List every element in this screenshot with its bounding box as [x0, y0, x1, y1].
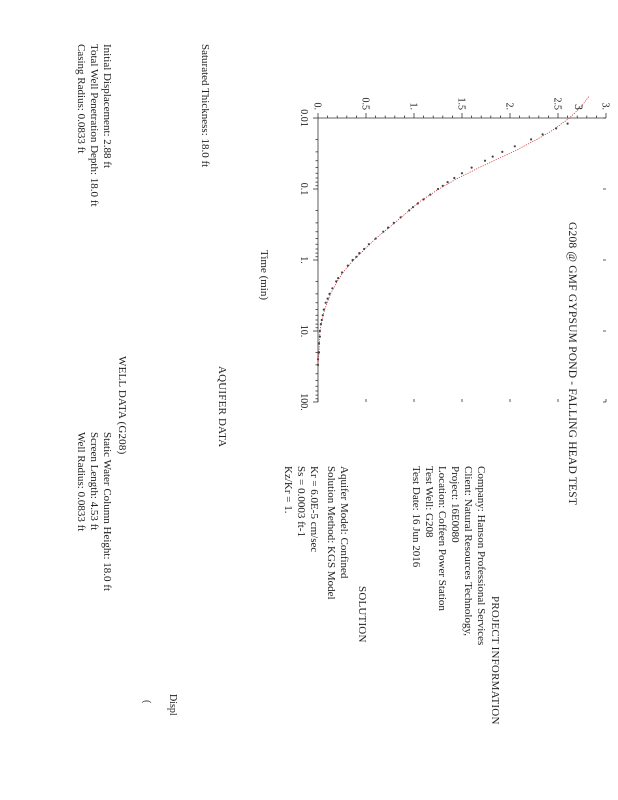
- observed-points: [317, 123, 569, 367]
- data-point: [382, 231, 384, 233]
- data-point: [319, 336, 321, 338]
- data-point: [335, 280, 337, 282]
- data-point: [484, 160, 486, 162]
- data-point: [363, 248, 365, 250]
- data-point: [423, 198, 425, 200]
- x-axis-label: Time (min): [258, 250, 270, 301]
- well-line: Initial Displacement: 2.88 ft: [101, 44, 113, 169]
- data-point: [530, 138, 532, 140]
- solution-line: Aquifer Model: Confined: [338, 466, 350, 579]
- y-tick-label: 0.5: [359, 97, 371, 110]
- y-tick-label: 2.: [503, 102, 515, 110]
- data-point: [501, 151, 503, 153]
- y-tick-label: 1.: [407, 102, 419, 110]
- data-point: [317, 358, 319, 360]
- chart-ticks: [298, 98, 611, 411]
- fit-curve: [318, 97, 589, 365]
- well-line: Well Radius: 0.0833 ft: [75, 432, 87, 532]
- corner-mark: 3: [572, 104, 586, 110]
- data-point: [368, 243, 370, 245]
- data-point: [375, 238, 377, 240]
- x-tick-label: 1.: [298, 256, 309, 264]
- fit-curve-path: [318, 97, 589, 365]
- data-point: [325, 302, 327, 304]
- data-point: [437, 188, 439, 190]
- data-point: [317, 364, 319, 366]
- project-line: Test Well: G208: [423, 466, 435, 538]
- solution-line: Ss = 0.0003 ft-1: [295, 466, 307, 537]
- well-line: Static Water Column Height: 18.0 ft: [101, 432, 113, 592]
- data-point: [319, 330, 321, 332]
- data-point: [471, 167, 473, 169]
- data-point: [492, 156, 494, 158]
- saturated-thickness: Saturated Thickness: 18.0 ft: [199, 44, 211, 168]
- data-point: [318, 342, 320, 344]
- project-line: Location: Coffeen Power Station: [436, 466, 448, 611]
- data-point: [331, 287, 333, 289]
- edge-mark: (: [141, 700, 152, 704]
- project-heading: PROJECT INFORMATION: [489, 596, 501, 725]
- solution-heading: SOLUTION: [356, 586, 368, 643]
- data-point: [400, 216, 402, 218]
- y-tick-label: 3.: [599, 102, 611, 110]
- solution-line: Solution Method: KGS Model: [325, 466, 337, 600]
- x-tick-label: 10.: [298, 324, 309, 338]
- x-tick-label: 0.1: [298, 182, 309, 196]
- project-line: Company: Hanson Professional Services: [475, 466, 487, 646]
- data-point: [387, 227, 389, 229]
- data-point: [447, 181, 449, 183]
- data-point: [355, 256, 357, 258]
- page-title: G208 @ GMF GYPSUM POND - FALLING HEAD TEST: [566, 222, 578, 506]
- data-point: [322, 314, 324, 316]
- data-point: [567, 123, 569, 125]
- data-point: [321, 319, 323, 321]
- data-point: [352, 259, 354, 261]
- well-line: Casing Radius: 0.0833 ft: [75, 44, 87, 154]
- data-point: [555, 127, 557, 129]
- data-point: [318, 351, 320, 353]
- data-point: [323, 309, 325, 311]
- data-point: [442, 185, 444, 187]
- data-point: [328, 293, 330, 295]
- data-point: [417, 202, 419, 204]
- data-point: [542, 133, 544, 135]
- y-tick-label: 2.5: [551, 97, 563, 110]
- data-point: [453, 177, 455, 179]
- well-heading: WELL DATA (G208): [116, 356, 128, 455]
- solution-line: Kr = 6.0E-5 cm/sec: [308, 466, 320, 553]
- data-point: [408, 209, 410, 211]
- data-point: [341, 271, 343, 273]
- well-line: Total Well Penetration Depth: 18.0 ft: [88, 44, 100, 207]
- data-point: [347, 265, 349, 267]
- project-line: Test Date: 16 Jun 2016: [410, 466, 422, 568]
- data-point: [337, 277, 339, 279]
- aquifer-heading: AQUIFER DATA: [216, 366, 228, 448]
- data-point: [320, 323, 322, 325]
- data-point: [393, 222, 395, 224]
- well-line: Screen Length: 4.53 ft: [88, 432, 100, 531]
- y-tick-label: 1.5: [455, 97, 467, 110]
- project-line: Project: 16E0080: [449, 466, 461, 543]
- solution-line: Kz/Kr = 1.: [282, 466, 294, 514]
- data-point: [461, 172, 463, 174]
- data-point: [514, 145, 516, 147]
- chart-axes: [318, 118, 606, 402]
- data-point: [429, 194, 431, 196]
- data-point: [358, 252, 360, 254]
- project-line: Client: Natural Resources Technology,: [462, 466, 474, 636]
- data-point: [412, 206, 414, 208]
- x-tick-label: 100.: [298, 393, 309, 411]
- data-point: [327, 298, 329, 300]
- edge-label: Displ: [167, 694, 178, 716]
- x-tick-label: 0.01: [298, 109, 309, 127]
- y-tick-label: 0.: [311, 102, 323, 110]
